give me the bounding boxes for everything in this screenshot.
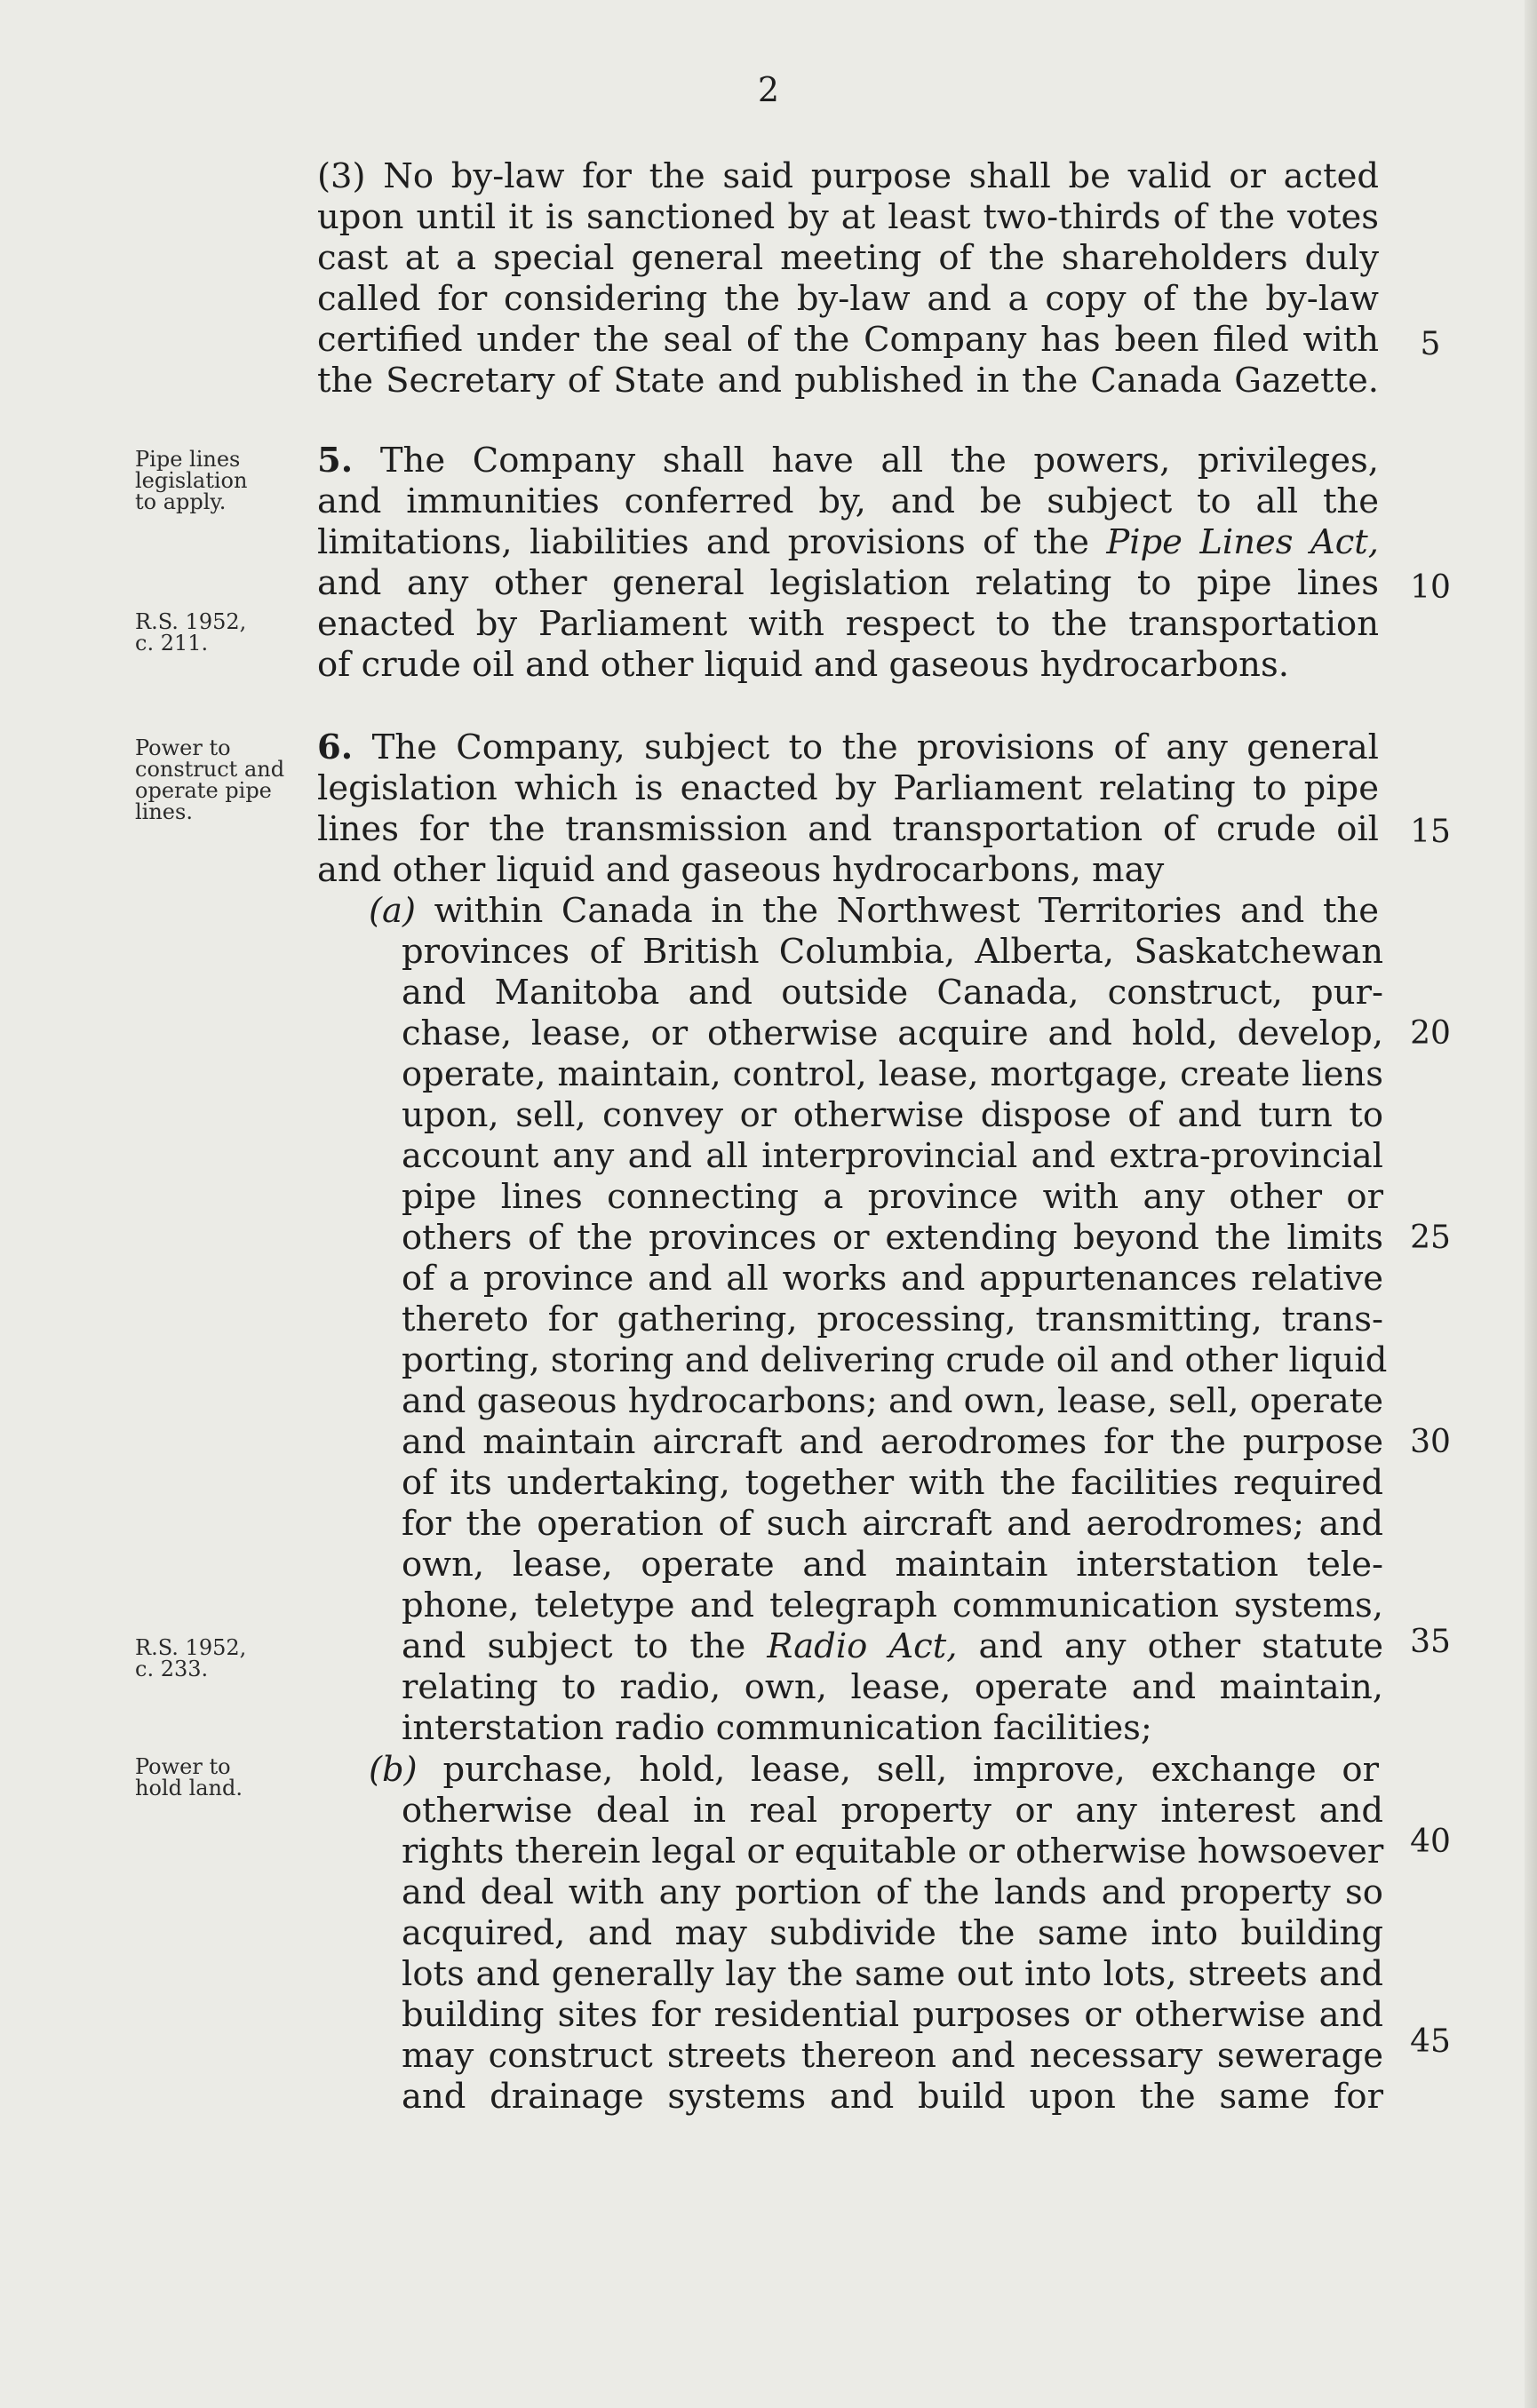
page-edge: [1525, 0, 1537, 2408]
text-line: provinces of British Columbia, Alberta, Saskatchewan: [402, 932, 1383, 972]
text-line: and deal with any portion of the lands and property so: [402, 1872, 1383, 1912]
line-number: 35: [1410, 1624, 1451, 1660]
paragraph-b-first-line: (b) purchase, hold, lease, sell, improve, exchange or: [369, 1750, 1379, 1790]
text-line: and maintain aircraft and aerodromes for the purpose: [402, 1422, 1383, 1462]
paragraph-a-first-line: (a) within Canada in the Northwest Territories and the: [369, 891, 1379, 931]
text-line: and drainage systems and build upon the same for: [402, 2077, 1383, 2117]
marginal-note-pipe-lines: Pipe lines legislation to apply.: [135, 447, 248, 514]
text-line: and any other general legislation relating to pipe lines: [317, 563, 1379, 603]
line-number: 15: [1410, 814, 1451, 850]
act-title: Pipe Lines Act,: [1106, 522, 1379, 562]
text-line: porting, storing and delivering crude oil and other liquid: [402, 1340, 1388, 1380]
section-5-first-line: 5. The Company shall have all the powers, privileges,: [317, 441, 1379, 481]
text-line: may construct streets thereon and necessary sewerage: [402, 2036, 1383, 2076]
line-number: 30: [1410, 1424, 1451, 1460]
text-line: relating to radio, own, lease, operate and maintain,: [402, 1667, 1383, 1707]
text-line: and immunities conferred by, and be subject to all the: [317, 481, 1379, 521]
text-line: account any and all interprovincial and extra-provincial: [402, 1136, 1383, 1176]
text-line: upon, sell, convey or otherwise dispose of and turn to: [402, 1095, 1383, 1135]
text-line: enacted by Parliament with respect to the transportation: [317, 604, 1379, 644]
text-line: pipe lines connecting a province with any other or: [402, 1177, 1383, 1217]
text-line: operate, maintain, control, lease, mortgage, create liens: [402, 1054, 1383, 1094]
line-number: 5: [1420, 326, 1441, 362]
text-line: and subject to the Radio Act, and any other statute: [402, 1626, 1383, 1666]
marginal-note-rs-211: R.S. 1952, c. 211.: [135, 609, 247, 656]
text-line: otherwise deal in real property or any interest and: [402, 1791, 1383, 1831]
text-line: for the operation of such aircraft and aerodromes; and: [402, 1504, 1383, 1544]
text-line: and Manitoba and outside Canada, construct, pur-: [402, 973, 1383, 1013]
marginal-note-power-hold: Power to hold land.: [135, 1754, 243, 1800]
marginal-note-power-construct: Power to construct and operate pipe lines.: [135, 735, 285, 824]
text-line: thereto for gathering, processing, transmitting, trans-: [402, 1299, 1383, 1339]
act-title: Radio Act,: [767, 1626, 958, 1666]
paragraph-label: (a): [369, 891, 416, 931]
section-number: 6.: [317, 727, 354, 767]
section-6-first-line: 6. The Company, subject to the provisions of any general: [317, 727, 1379, 767]
line-number: 20: [1410, 1015, 1451, 1052]
text-line: lots and generally lay the same out into lots, streets and: [402, 1954, 1383, 1994]
text-line: certified under the seal of the Company has been filed with: [317, 320, 1379, 360]
text-line: of a province and all works and appurtenances relative: [402, 1259, 1383, 1299]
text-line: legislation which is enacted by Parliament relating to pipe: [317, 768, 1379, 808]
text-line: phone, teletype and telegraph communication systems,: [402, 1585, 1383, 1625]
text-line: the Secretary of State and published in the Canada Gazette.: [317, 361, 1379, 401]
text-line: upon until it is sanctioned by at least two-thirds of the votes: [317, 197, 1379, 237]
text-line: and gaseous hydrocarbons; and own, lease, sell, operate: [402, 1381, 1383, 1421]
text-line: lines for the transmission and transportation of crude oil: [317, 809, 1379, 849]
text-line: cast at a special general meeting of the shareholders duly: [317, 238, 1379, 278]
text-line: acquired, and may subdivide the same into building: [402, 1913, 1383, 1953]
text-line: chase, lease, or otherwise acquire and hold, develop,: [402, 1013, 1383, 1053]
text-line: building sites for residential purposes or otherwise and: [402, 1995, 1383, 2035]
section-number: 5.: [317, 441, 354, 481]
line-number: 25: [1410, 1220, 1451, 1256]
line-number: 45: [1410, 2023, 1451, 2060]
text-line: limitations, liabilities and provisions of the Pipe Lines Act,: [317, 522, 1379, 562]
text-line: rights therein legal or equitable or otherwise howsoever: [402, 1832, 1384, 1872]
marginal-note-rs-233: R.S. 1952, c. 233.: [135, 1635, 247, 1681]
text-line: of its undertaking, together with the facilities required: [402, 1463, 1383, 1503]
text-line: called for considering the by-law and a copy of the by-law: [317, 279, 1379, 319]
page-number: 2: [757, 70, 780, 109]
line-number: 10: [1410, 569, 1451, 606]
line-number: 40: [1410, 1824, 1451, 1860]
text-line: (3) No by-law for the said purpose shall be valid or acted: [317, 156, 1379, 196]
paragraph-label: (b): [369, 1750, 418, 1790]
text-line: others of the provinces or extending beyond the limits: [402, 1218, 1383, 1258]
text-line: of crude oil and other liquid and gaseous hydrocarbons.: [317, 645, 1289, 685]
text-line: and other liquid and gaseous hydrocarbons, may: [317, 850, 1165, 890]
text-line: interstation radio communication facilities;: [402, 1708, 1152, 1748]
text-line: own, lease, operate and maintain interstation tele-: [402, 1545, 1383, 1585]
